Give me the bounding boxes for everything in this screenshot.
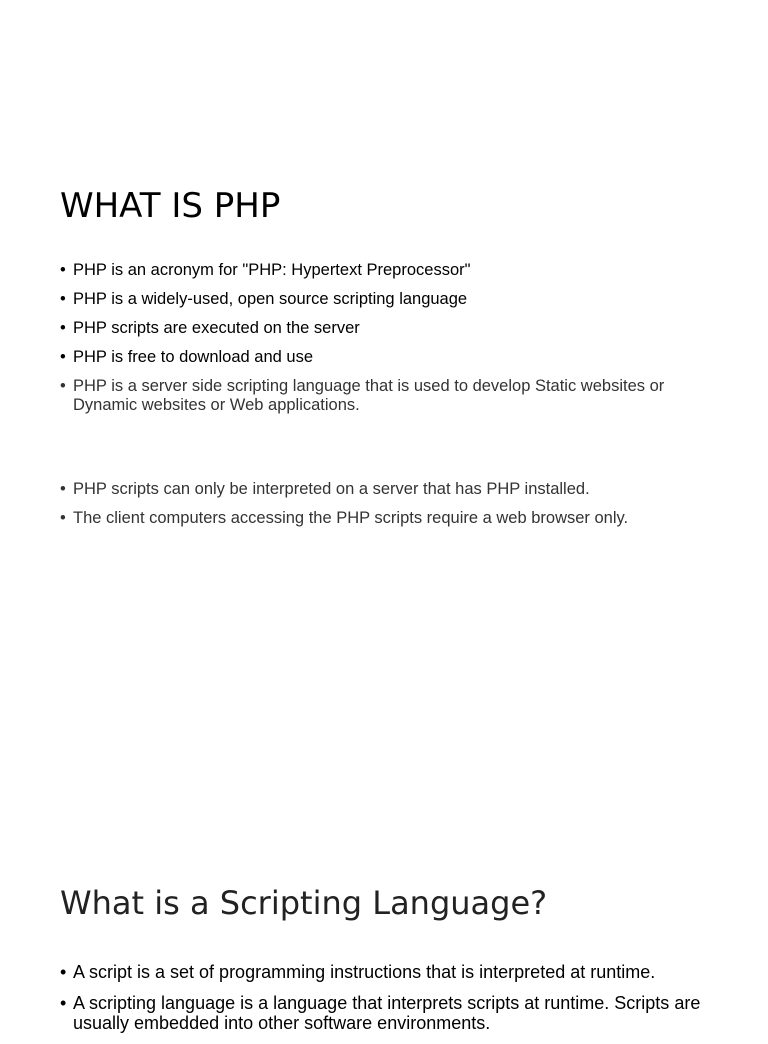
bullet-item: • PHP is a widely-used, open source scripting language	[60, 290, 720, 309]
bullet-item: • A scripting language is a language that interprets scripts at runtime. Scripts are usually embedded into other software environments.	[60, 993, 720, 1033]
bullet-item: • PHP scripts can only be interpreted on a server that has PHP installed.	[60, 480, 720, 499]
bullet-item: • A script is a set of programming instructions that is interpreted at runtime.	[60, 962, 720, 982]
bullet-list	[60, 962, 720, 1044]
bullet-item: • PHP is a server side scripting language that is used to develop Static websites or Dynamic websites or Web applications.	[60, 377, 720, 415]
bullet-item: • PHP is an acronym for "PHP: Hypertext Preprocessor"	[60, 261, 720, 280]
slide-title: WHAT IS PHP	[60, 186, 281, 226]
slide-scripting-language	[0, 860, 768, 1033]
bullet-item: • The client computers accessing the PHP scripts require a web browser only.	[60, 509, 720, 528]
slide-title: What is a Scripting Language?	[60, 884, 548, 922]
bullet-item: • PHP scripts are executed on the server	[60, 319, 720, 338]
bullet-list	[60, 261, 720, 425]
bullet-item: • PHP is free to download and use	[60, 348, 720, 367]
bullet-list-secondary	[60, 480, 720, 538]
